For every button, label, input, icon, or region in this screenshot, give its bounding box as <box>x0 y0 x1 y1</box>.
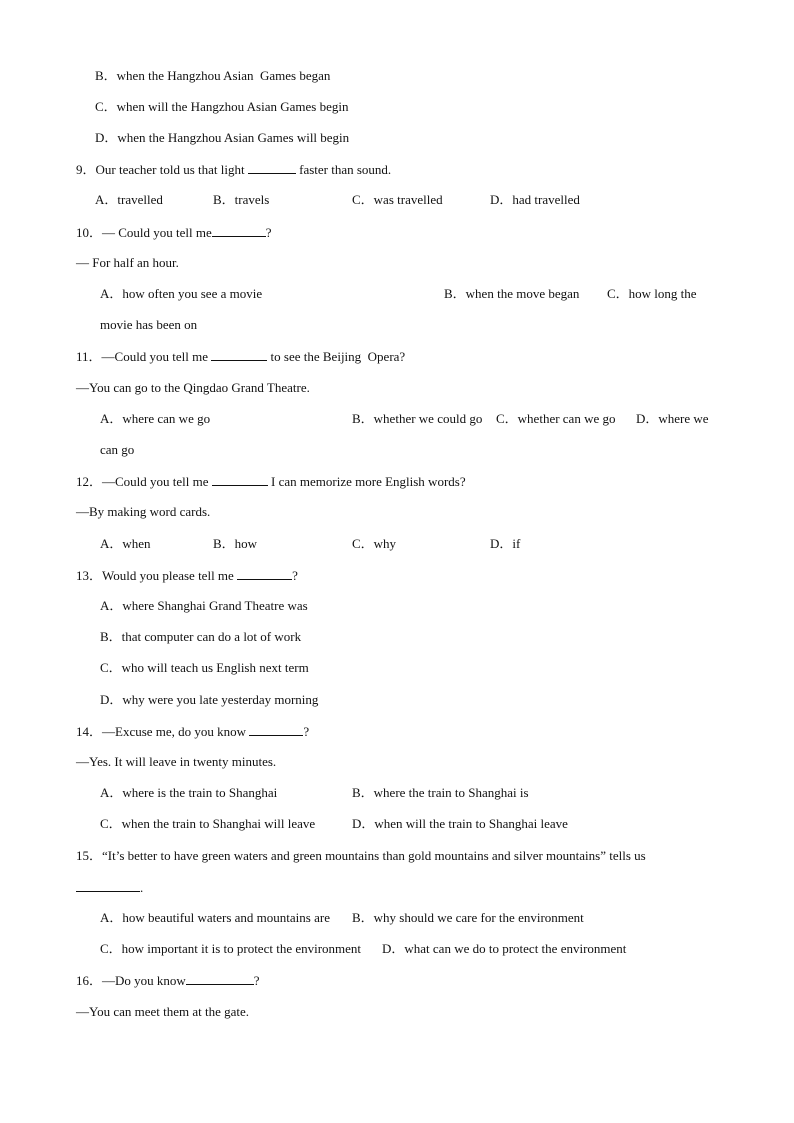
q14-option-a: A．where is the train to Shanghai <box>100 785 278 800</box>
answer-blank <box>186 972 254 985</box>
q12-option-c: C．why <box>352 536 397 551</box>
q13-stem: 13．Would you please tell me ? <box>76 568 298 583</box>
q11-answer: —You can go to the Qingdao Grand Theatre. <box>76 380 310 395</box>
q8-option-d: D．when the Hangzhou Asian Games will begin <box>95 130 350 145</box>
answer-blank <box>211 348 267 361</box>
q12-option-b: B．how <box>213 536 258 551</box>
q13-option-b: B．that computer can do a lot of work <box>100 629 302 644</box>
q11-option-b: B．whether we could go <box>352 411 483 426</box>
q12-option-d: D．if <box>490 536 521 551</box>
q11-stem: 11．—Could you tell me to see the Beijing Opera? <box>76 349 406 364</box>
q15-option-d: D．what can we do to protect the environment <box>382 941 627 956</box>
q10-option-a: A．how often you see a movie <box>100 286 263 301</box>
q14-answer: —Yes. It will leave in twenty minutes. <box>76 754 277 769</box>
answer-blank <box>249 723 303 736</box>
answer-blank <box>237 567 292 580</box>
q13-option-c: C．who will teach us English next term <box>100 660 309 675</box>
q8-option-b: B．when the Hangzhou Asian Games began <box>95 68 331 83</box>
q10-stem: 10．— Could you tell me ? <box>76 225 272 240</box>
answer-blank <box>76 879 140 892</box>
q14-stem: 14．—Excuse me, do you know ? <box>76 724 310 739</box>
q9-option-b: B．travels <box>213 192 270 207</box>
q15-option-c: C．how important it is to protect the environment <box>100 941 362 956</box>
q11-option-c: C．whether can we go <box>496 411 616 426</box>
q14-option-c: C．when the train to Shanghai will leave <box>100 816 316 831</box>
q9-option-a: A．travelled <box>95 192 163 207</box>
q16-answer: —You can meet them at the gate. <box>76 1004 250 1019</box>
q10-option-b: B．when the move began <box>444 286 580 301</box>
q9-option-c: C．was travelled <box>352 192 443 207</box>
q11-option-d: D．where we <box>636 411 709 426</box>
q10-answer: — For half an hour. <box>76 255 179 270</box>
q15-stem-continued: . <box>76 879 143 896</box>
q8-option-c: C．when will the Hangzhou Asian Games begin <box>95 99 349 114</box>
q9-stem: 9．Our teacher told us that light faster than sound. <box>76 162 392 177</box>
q12-answer: —By making word cards. <box>76 504 211 519</box>
q11-option-a: A．where can we go <box>100 411 211 426</box>
answer-blank <box>248 161 296 174</box>
q12-stem: 12．—Could you tell me I can memorize more English words? <box>76 474 466 489</box>
q14-option-b: B．where the train to Shanghai is <box>352 785 529 800</box>
q10-option-c: C．how long the <box>607 286 697 301</box>
q13-option-a: A．where Shanghai Grand Theatre was <box>100 598 308 613</box>
q9-option-d: D．had travelled <box>490 192 580 207</box>
q16-stem: 16．—Do you know ? <box>76 973 260 988</box>
answer-blank <box>212 473 268 486</box>
q10-option-c-continued: movie has been on <box>100 317 198 332</box>
q11-option-d-continued: can go <box>100 442 135 457</box>
q13-option-d: D．why were you late yesterday morning <box>100 692 319 707</box>
q15-option-b: B．why should we care for the environment <box>352 910 584 925</box>
q15-stem: 15．“It’s better to have green waters and green mountains than gold mountains and silver mountains” tells us <box>76 848 646 863</box>
answer-blank <box>212 224 266 237</box>
q14-option-d: D．when will the train to Shanghai leave <box>352 816 568 831</box>
q15-option-a: A．how beautiful waters and mountains are <box>100 910 330 925</box>
q12-option-a: A．when <box>100 536 151 551</box>
